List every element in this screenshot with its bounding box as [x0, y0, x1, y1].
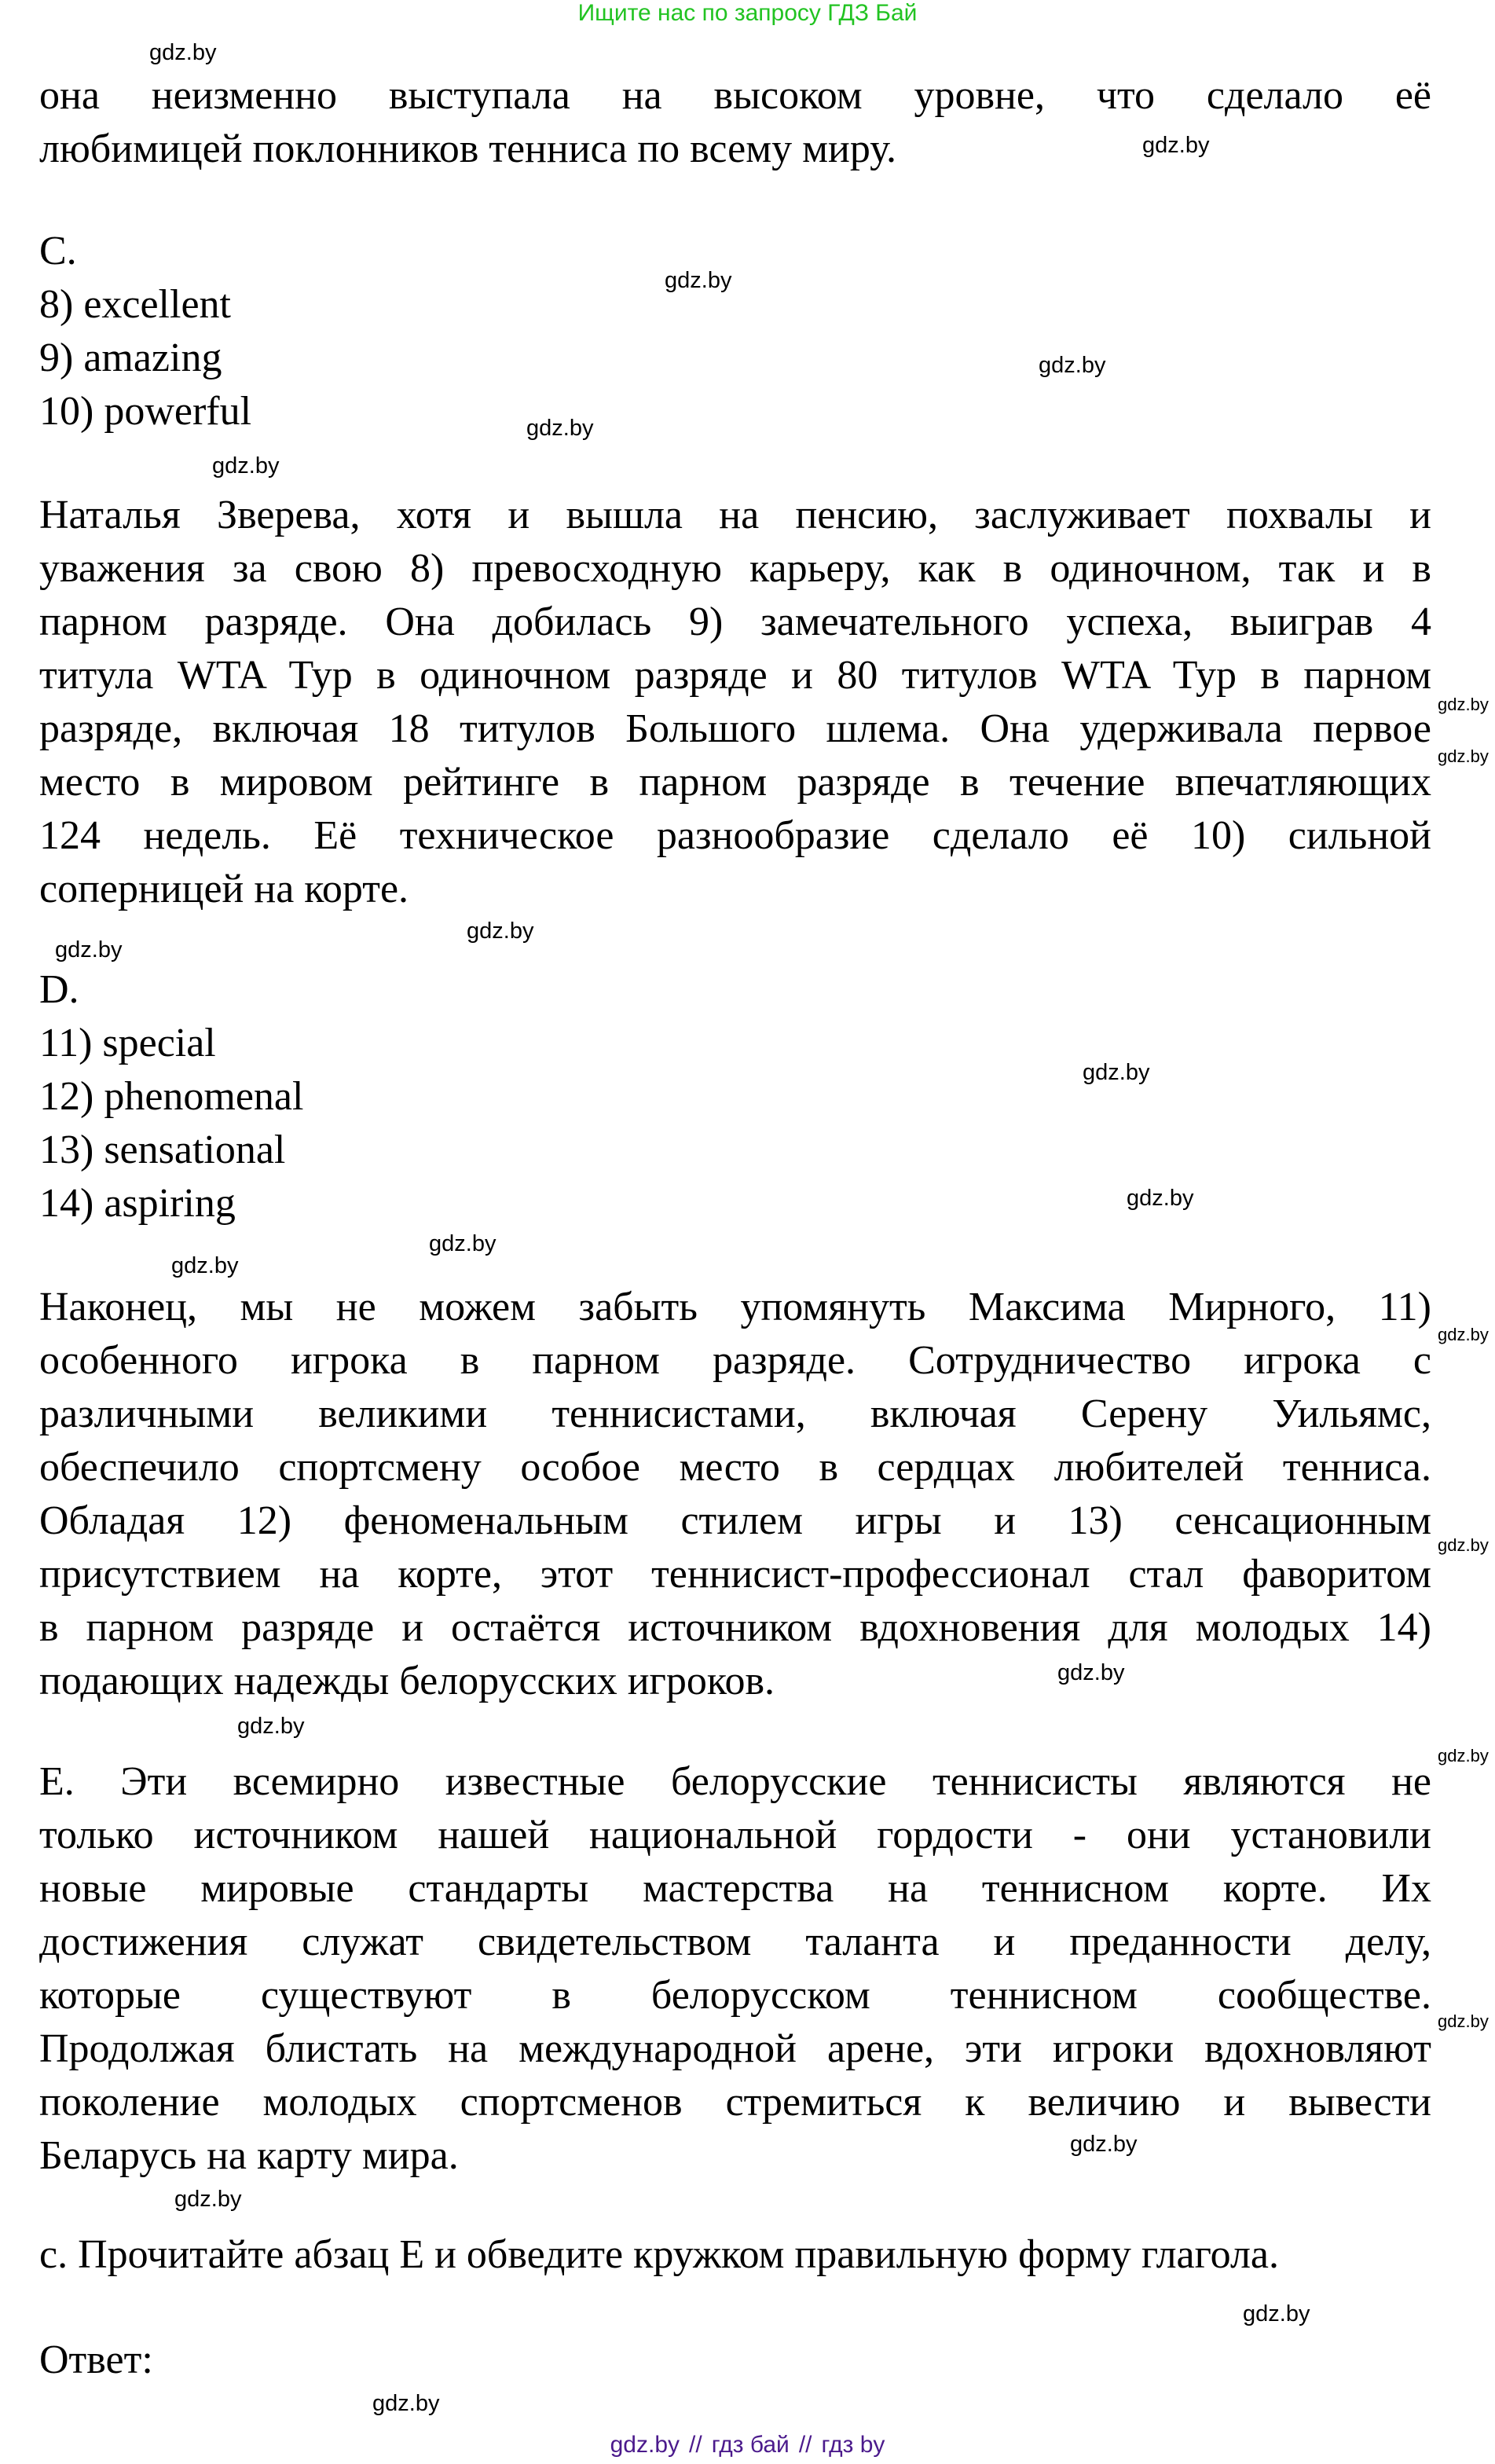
text-line: Беларусь на карту мира. [39, 2133, 459, 2178]
text-line: парном разряде. Она добилась 9) замечательного успеха, выиграв 4 [39, 600, 1431, 644]
watermark-text: gdz.by [467, 918, 534, 944]
answer-label [39, 2334, 1431, 2387]
section-d-list [39, 963, 1431, 1230]
watermark-text: gdz.by [1057, 1660, 1125, 1685]
watermark-text: gdz.by [237, 1714, 305, 1739]
text-line: уважения за свою 8) превосходную карьеру, как в одиночном, так и в [39, 546, 1431, 591]
text-line: Обладая 12) феноменальным стилем игры и 13) сенсационным [39, 1498, 1431, 1543]
text-line: 14) aspiring [39, 1181, 236, 1226]
watermark-text: gdz.by [1142, 133, 1210, 158]
watermark-text: gdz.by [55, 937, 123, 962]
text-line: поколение молодых спортсменов стремиться к величию и вывести [39, 2080, 1431, 2125]
watermark-text: gdz.by [1127, 1186, 1194, 1211]
text-line: 9) amazing [39, 336, 222, 380]
watermark-text: gdz.by [1438, 746, 1489, 766]
task-c-instruction [39, 2228, 1431, 2282]
text-line: любимицей поклонников тенниса по всему миру. [39, 126, 896, 171]
text-line: присутствием на корте, этот теннисист-профессионал стал фаворитом [39, 1552, 1431, 1597]
footer-separator: // [689, 2432, 702, 2458]
watermark-text: gdz.by [174, 2187, 242, 2212]
header-banner[interactable]: Ищите нас по запросу ГДЗ Бай [577, 0, 918, 26]
footer-link-gdz-by-alt[interactable]: гдз by [821, 2432, 885, 2458]
text-line: Продолжая блистать на международной арене, эти игроки вдохновляют [39, 2026, 1431, 2071]
text-line: особенного игрока в парном разряде. Сотрудничество игрока с [39, 1338, 1431, 1383]
text-line: обеспечило спортсмену особое место в сердцах любителей тенниса. [39, 1445, 1431, 1490]
text-line: место в мировом рейтинге в парном разряде в течение впечатляющих [39, 760, 1431, 805]
text-line: которые существуют в белорусском теннисном сообществе. [39, 1973, 1431, 2018]
text-line: 124 недель. Её техническое разнообразие сделало её 10) сильной [39, 813, 1431, 858]
watermark-text: gdz.by [1243, 2301, 1310, 2326]
text-line: только источником нашей национальной гордости - они установили [39, 1813, 1431, 1857]
text-line: 13) sensational [39, 1128, 286, 1172]
footer-links [0, 2431, 1495, 2459]
watermark-text: gdz.by [1083, 1060, 1150, 1085]
footer-link-gdz-bai[interactable]: гдз бай [711, 2432, 790, 2458]
text-line: 12) phenomenal [39, 1074, 304, 1119]
watermark-text: gdz.by [1039, 353, 1106, 378]
section-c-paragraph [39, 489, 1431, 916]
watermark-text: gdz.by [1438, 1325, 1489, 1344]
text-line: 11) special [39, 1021, 216, 1065]
text-line: в парном разряде и остаётся источником вдохновения для молодых 14) [39, 1605, 1431, 1650]
text-line: C. [39, 229, 77, 273]
watermark-text: gdz.by [429, 1231, 497, 1256]
text-line: соперницей на корте. [39, 867, 409, 911]
section-d-paragraph [39, 1281, 1431, 1708]
text-line: 8) excellent [39, 282, 231, 327]
text-line: Наконец, мы не можем забыть упомянуть Максима Мирного, 11) [39, 1285, 1431, 1329]
text-line: c. Прочитайте абзац E и обведите кружком правильную форму глагола. [39, 2232, 1280, 2277]
text-line: Наталья Зверева, хотя и вышла на пенсию, заслуживает похвалы и [39, 493, 1431, 537]
text-line: новые мировые стандарты мастерства на теннисном корте. Их [39, 1866, 1431, 1911]
watermark-text: gdz.by [1438, 2011, 1489, 2031]
text-line: достижения служат свидетельством таланта и преданности делу, [39, 1920, 1431, 1964]
watermark-text: gdz.by [526, 416, 594, 441]
section-e-paragraph [39, 1755, 1431, 2183]
watermark-text: gdz.by [1438, 695, 1489, 714]
watermark-text: gdz.by [1438, 1746, 1489, 1766]
watermark-text: gdz.by [665, 268, 732, 293]
text-line: различными великими теннисистами, включая Серену Уильямс, [39, 1392, 1431, 1436]
text-line: разряде, включая 18 титулов Большого шлема. Она удерживала первое [39, 706, 1431, 751]
watermark-text: gdz.by [1070, 2132, 1138, 2157]
watermark-text: gdz.by [372, 2391, 440, 2416]
text-line: 10) powerful [39, 389, 252, 434]
watermark-text: gdz.by [149, 40, 217, 65]
text-line: D. [39, 967, 79, 1012]
text-line: она неизменно выступала на высоком уровне, что сделало её [39, 73, 1431, 118]
watermark-text: gdz.by [1438, 1535, 1489, 1555]
text-line: подающих надежды белорусских игроков. [39, 1659, 775, 1703]
text-line: титула WTA Тур в одиночном разряде и 80 титулов WTA Тур в парном [39, 653, 1431, 698]
text-line: E. Эти всемирно известные белорусские теннисисты являются не [39, 1759, 1431, 1804]
watermark-text: gdz.by [212, 453, 280, 478]
intro-paragraph [39, 69, 1431, 176]
watermark-text: gdz.by [171, 1253, 239, 1278]
footer-separator: // [798, 2432, 812, 2458]
text-line: Ответ: [39, 2338, 153, 2382]
section-c-list [39, 225, 1431, 441]
footer-link-gdz-by[interactable]: gdz.by [610, 2432, 680, 2458]
